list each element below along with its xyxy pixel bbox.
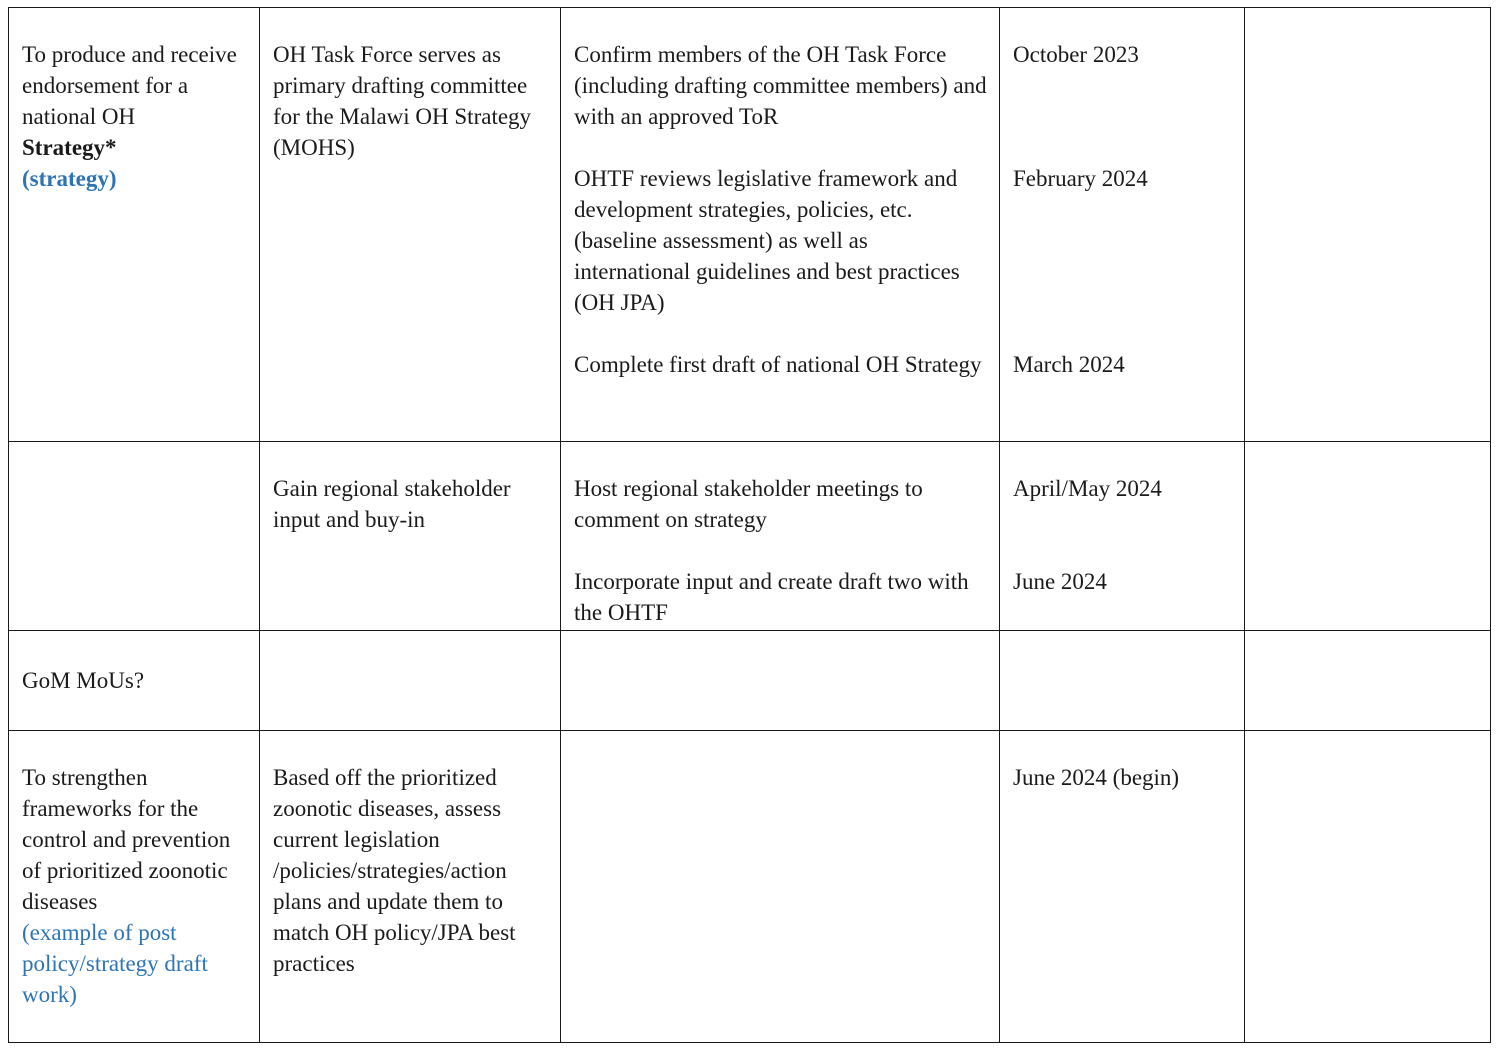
- activity-text: Confirm members of the OH Task Force (including drafting committee members) and with an approved ToR: [574, 42, 987, 129]
- objective-text: To produce and receive endorsement for a national OH: [22, 42, 237, 129]
- timeline-cell: [1000, 731, 1245, 1043]
- objective-cell: [9, 442, 260, 631]
- activity-text: Incorporate input and create draft two with the OHTF: [574, 569, 969, 625]
- timeline-cell: [1000, 631, 1245, 731]
- activity-date: March 2024: [1013, 352, 1125, 377]
- table-row: [9, 731, 1491, 1043]
- output-cell: [260, 631, 561, 731]
- objective-cell: [9, 631, 260, 731]
- objective-cell: [9, 731, 260, 1043]
- table-row: [9, 631, 1491, 731]
- activities-cell: [561, 442, 1000, 631]
- objective-text: GoM MoUs?: [22, 668, 145, 693]
- empty-cell: [1245, 731, 1491, 1043]
- output-text: Gain regional stakeholder input and buy-in: [273, 476, 511, 532]
- activities-cell: [561, 631, 1000, 731]
- empty-cell: [1245, 631, 1491, 731]
- output-text: Based off the prioritized zoonotic diseases, assess current legislation /policies/strategies/action plans and update them to match OH policy/JPA best practices: [273, 765, 516, 976]
- output-cell: [260, 8, 561, 442]
- activity-text: OHTF reviews legislative framework and development strategies, policies, etc. (baseline assessment) as well as international guidelines and best practices (OH JPA): [574, 166, 960, 315]
- empty-cell: [1245, 442, 1491, 631]
- activities-cell: [561, 8, 1000, 442]
- example-link[interactable]: (example of post policy/strategy draft work): [22, 920, 208, 1007]
- strategy-link[interactable]: (strategy): [22, 166, 117, 191]
- activities-cell: [561, 731, 1000, 1043]
- timeline-cell: [1000, 442, 1245, 631]
- table-row: [9, 442, 1491, 631]
- objective-text: To strengthen frameworks for the control and prevention of prioritized zoonotic diseases: [22, 765, 231, 914]
- workplan-table: [8, 7, 1491, 1043]
- activity-date: June 2024 (begin): [1013, 765, 1180, 790]
- output-cell: [260, 442, 561, 631]
- activity-text: Host regional stakeholder meetings to comment on strategy: [574, 476, 923, 532]
- activity-date: October 2023: [1013, 42, 1139, 67]
- activity-date: February 2024: [1013, 166, 1148, 191]
- activity-text: Complete first draft of national OH Strategy: [574, 352, 982, 377]
- output-text: OH Task Force serves as primary drafting committee for the Malawi OH Strategy (MOHS): [273, 42, 532, 160]
- activity-date: April/May 2024: [1013, 476, 1162, 501]
- timeline-cell: [1000, 8, 1245, 442]
- table-row: [9, 8, 1491, 442]
- empty-cell: [1245, 8, 1491, 442]
- objective-cell: [9, 8, 260, 442]
- objective-bold-text: Strategy*: [22, 135, 117, 160]
- activity-date: June 2024: [1013, 569, 1107, 594]
- output-cell: [260, 731, 561, 1043]
